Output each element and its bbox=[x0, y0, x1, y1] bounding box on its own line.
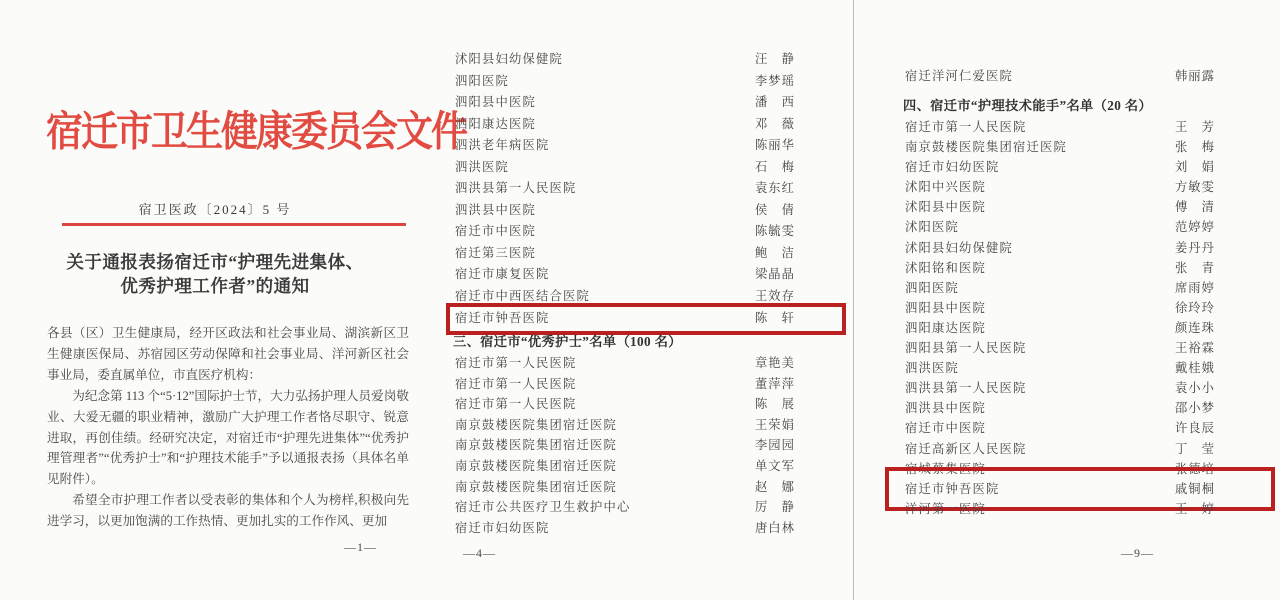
awardee-row bbox=[455, 353, 840, 374]
person-name: 陈 轩 bbox=[755, 310, 795, 325]
awardee-row bbox=[455, 178, 840, 200]
document-page-4 bbox=[430, 0, 853, 600]
hospital-name: 泗阳康达医院 bbox=[905, 320, 986, 335]
hospital-name: 南京鼓楼医院集团宿迁医院 bbox=[455, 458, 617, 473]
awardee-row bbox=[905, 499, 1265, 519]
awardee-row bbox=[905, 117, 1265, 137]
person-name: 许良辰 bbox=[1175, 421, 1215, 436]
hospital-name: 宿迁市钟吾医院 bbox=[455, 310, 550, 325]
person-name: 厉 静 bbox=[755, 500, 795, 515]
awardee-row bbox=[905, 318, 1265, 338]
hospital-name: 宿迁高新区人民医院 bbox=[905, 441, 1027, 456]
hospital-name: 宿迁市中医院 bbox=[905, 421, 986, 436]
person-name: 侯 倩 bbox=[755, 202, 795, 217]
body-paragraph: 为纪念第 113 个“5·12”国际护士节，大力弘扬护理人员爱岗敬业、大爱无疆的职业精神，激励广大护理工作者恪尽职守、锐意进取，再创佳绩。经研究决定，对宿迁市“护理先进集体”“优秀护理管理者”“优秀护士”和“护理技术能手”予以通报表扬（具体名单见附件）。 bbox=[47, 388, 409, 487]
person-name: 汪 静 bbox=[755, 52, 795, 66]
awardee-row bbox=[905, 137, 1265, 157]
person-name: 傅 清 bbox=[1175, 200, 1215, 215]
awardee-row bbox=[905, 358, 1265, 378]
person-name: 梁晶晶 bbox=[755, 267, 795, 282]
notice-title bbox=[20, 251, 410, 298]
person-name: 张 青 bbox=[1175, 260, 1215, 275]
notice-title-line2: 优秀护理工作者”的通知 bbox=[120, 275, 310, 296]
hospital-name: 宿迁市公共医疗卫生救护中心 bbox=[455, 500, 631, 515]
person-name: 方敏雯 bbox=[1175, 180, 1215, 195]
page-number-9: —9— bbox=[1121, 546, 1154, 560]
hospital-name: 沭阳县妇幼保健院 bbox=[455, 52, 563, 66]
awardee-list-managers bbox=[455, 49, 840, 329]
person-name: 范婷婷 bbox=[1175, 220, 1215, 235]
awardee-row bbox=[455, 286, 840, 308]
awardee-row bbox=[905, 66, 1265, 86]
hospital-name: 泗洪县第一人民医院 bbox=[905, 381, 1027, 396]
document-page-1 bbox=[0, 0, 466, 600]
letterhead-title: 宿迁市卫生健康委员会文件 bbox=[46, 109, 466, 156]
hospital-name: 泗洪医院 bbox=[455, 159, 509, 174]
person-name: 邓 薇 bbox=[755, 116, 795, 131]
hospital-name: 宿迁第三医院 bbox=[455, 245, 536, 260]
hospital-name: 宿城蔡集医院 bbox=[905, 461, 986, 476]
awardee-row bbox=[905, 217, 1265, 237]
page-fold-divider bbox=[853, 0, 854, 600]
person-name: 石 梅 bbox=[755, 159, 795, 174]
awardee-row bbox=[905, 439, 1265, 459]
page-number-1: —1— bbox=[344, 540, 377, 554]
hospital-name: 宿迁市第一人民医院 bbox=[455, 397, 577, 412]
hospital-name: 宿迁市钟吾医院 bbox=[905, 481, 1000, 496]
awardee-row bbox=[455, 497, 840, 518]
person-name: 李园园 bbox=[755, 438, 795, 453]
hospital-name: 沭阳医院 bbox=[905, 220, 959, 235]
person-name: 张德培 bbox=[1175, 461, 1215, 476]
awardee-row bbox=[455, 114, 840, 136]
awardee-row bbox=[455, 308, 840, 330]
person-name: 潘 西 bbox=[755, 95, 795, 110]
awardee-row bbox=[905, 238, 1265, 258]
body-paragraph: 希望全市护理工作者以受表彰的集体和个人为榜样,积极向先进学习，以更加饱满的工作热情、更加扎实的工作作风、更加 bbox=[47, 493, 409, 529]
awardee-row bbox=[905, 177, 1265, 197]
hospital-name: 泗洪县中医院 bbox=[455, 202, 536, 217]
awardee-row bbox=[455, 264, 840, 286]
person-name: 章艳美 bbox=[755, 356, 795, 370]
awardee-row bbox=[455, 200, 840, 222]
person-name: 唐白林 bbox=[755, 520, 795, 535]
hospital-name: 泗洪县中医院 bbox=[905, 401, 986, 416]
section-header-excellent-nurses: 三、宿迁市“优秀护士”名单（100 名） bbox=[453, 334, 682, 349]
person-name: 邵小梦 bbox=[1175, 401, 1215, 416]
awardee-row bbox=[455, 221, 840, 243]
awardee-list-excellent-nurses bbox=[455, 353, 840, 538]
awardee-list-continued bbox=[905, 66, 1265, 86]
person-name: 鲍 洁 bbox=[755, 245, 795, 260]
awardee-row bbox=[455, 71, 840, 93]
hospital-name: 沭阳县妇幼保健院 bbox=[905, 240, 1013, 255]
person-name: 李梦瑶 bbox=[755, 73, 795, 88]
hospital-name: 宿迁洋河仁爱医院 bbox=[905, 69, 1013, 83]
body-paragraph: 各县（区）卫生健康局，经开区政法和社会事业局、湖滨新区卫生健康医保局、苏宿园区劳动保障和社会事业局、洋河新区社会事业局，委直属单位，市直医疗机构： bbox=[47, 326, 409, 382]
person-name: 陈毓雯 bbox=[755, 224, 795, 239]
person-name: 徐玲玲 bbox=[1175, 300, 1215, 315]
hospital-name: 宿迁市康复医院 bbox=[455, 267, 550, 282]
awardee-row bbox=[905, 338, 1265, 358]
awardee-row bbox=[905, 258, 1265, 278]
awardee-row bbox=[455, 477, 840, 498]
page-number-4: —4— bbox=[463, 546, 496, 560]
hospital-name: 南京鼓楼医院集团宿迁医院 bbox=[455, 417, 617, 432]
awardee-row bbox=[455, 394, 840, 415]
hospital-name: 南京鼓楼医院集团宿迁医院 bbox=[905, 140, 1067, 155]
awardee-row bbox=[455, 435, 840, 456]
hospital-name: 泗洪医院 bbox=[905, 361, 959, 376]
person-name: 颜连珠 bbox=[1175, 320, 1215, 335]
hospital-name: 沭阳铭和医院 bbox=[905, 260, 986, 275]
person-name: 单文军 bbox=[755, 458, 795, 473]
hospital-name: 宿迁市第一人民医院 bbox=[905, 120, 1027, 134]
hospital-name: 泗阳医院 bbox=[455, 73, 509, 88]
person-name: 王 婷 bbox=[1175, 501, 1215, 516]
awardee-row bbox=[905, 418, 1265, 438]
awardee-row bbox=[455, 456, 840, 477]
person-name: 席雨婷 bbox=[1175, 280, 1215, 295]
hospital-name: 南京鼓楼医院集团宿迁医院 bbox=[455, 479, 617, 494]
awardee-row bbox=[455, 243, 840, 265]
hospital-name: 泗阳医院 bbox=[905, 280, 959, 295]
person-name: 陈丽华 bbox=[755, 138, 795, 153]
awardee-row bbox=[905, 459, 1265, 479]
awardee-row bbox=[905, 378, 1265, 398]
notice-title-line1: 关于通报表扬宿迁市“护理先进集体、 bbox=[66, 252, 364, 272]
hospital-name: 泗阳县中医院 bbox=[905, 300, 986, 315]
awardee-row bbox=[905, 398, 1265, 418]
person-name: 王荣娟 bbox=[755, 417, 795, 432]
awardee-row bbox=[455, 135, 840, 157]
person-name: 袁小小 bbox=[1175, 381, 1215, 396]
person-name: 董萍萍 bbox=[755, 376, 795, 391]
hospital-name: 宿迁市妇幼医院 bbox=[455, 520, 550, 535]
hospital-name: 洋河第一医院 bbox=[905, 501, 986, 516]
awardee-row bbox=[905, 479, 1265, 499]
awardee-row bbox=[455, 49, 840, 71]
letterhead-rule bbox=[62, 223, 406, 226]
hospital-name: 宿迁市第一人民医院 bbox=[455, 356, 577, 370]
hospital-name: 宿迁市第一人民医院 bbox=[455, 376, 577, 391]
person-name: 赵 娜 bbox=[755, 479, 795, 494]
person-name: 王 芳 bbox=[1175, 120, 1215, 134]
awardee-list-skill-experts bbox=[905, 117, 1265, 519]
person-name: 陈 展 bbox=[755, 397, 795, 412]
awardee-row bbox=[455, 415, 840, 436]
awardee-row bbox=[455, 518, 840, 539]
hospital-name: 宿迁市中医院 bbox=[455, 224, 536, 239]
person-name: 袁东红 bbox=[755, 181, 795, 196]
awardee-row bbox=[905, 278, 1265, 298]
awardee-row bbox=[455, 157, 840, 179]
person-name: 王裕霖 bbox=[1175, 341, 1215, 356]
document-number: 宿卫医政〔2024〕5 号 bbox=[138, 202, 292, 217]
awardee-row bbox=[905, 197, 1265, 217]
hospital-name: 泗阳康达医院 bbox=[455, 116, 536, 131]
person-name: 韩丽露 bbox=[1175, 69, 1215, 83]
person-name: 戚铜桐 bbox=[1175, 481, 1215, 496]
awardee-row bbox=[905, 157, 1265, 177]
hospital-name: 泗洪县第一人民医院 bbox=[455, 181, 577, 196]
hospital-name: 泗阳县第一人民医院 bbox=[905, 341, 1027, 356]
hospital-name: 沭阳县中医院 bbox=[905, 200, 986, 215]
person-name: 戴桂娥 bbox=[1175, 361, 1215, 376]
person-name: 姜丹丹 bbox=[1175, 240, 1215, 255]
person-name: 丁 莹 bbox=[1175, 441, 1215, 456]
person-name: 王效存 bbox=[755, 289, 795, 304]
hospital-name: 南京鼓楼医院集团宿迁医院 bbox=[455, 438, 617, 453]
hospital-name: 沭阳中兴医院 bbox=[905, 180, 986, 195]
section-header-skill-experts: 四、宿迁市“护理技术能手”名单（20 名） bbox=[903, 98, 1153, 113]
person-name: 张 梅 bbox=[1175, 140, 1215, 155]
document-page-9 bbox=[853, 0, 1280, 600]
hospital-name: 泗洪老年病医院 bbox=[455, 138, 550, 153]
awardee-row bbox=[455, 374, 840, 395]
hospital-name: 宿迁市妇幼医院 bbox=[905, 160, 1000, 175]
notice-body bbox=[47, 323, 409, 532]
hospital-name: 宿迁市中西医结合医院 bbox=[455, 289, 590, 304]
hospital-name: 泗阳县中医院 bbox=[455, 95, 536, 110]
awardee-row bbox=[905, 298, 1265, 318]
awardee-row bbox=[455, 92, 840, 114]
person-name: 刘 娟 bbox=[1175, 160, 1215, 175]
